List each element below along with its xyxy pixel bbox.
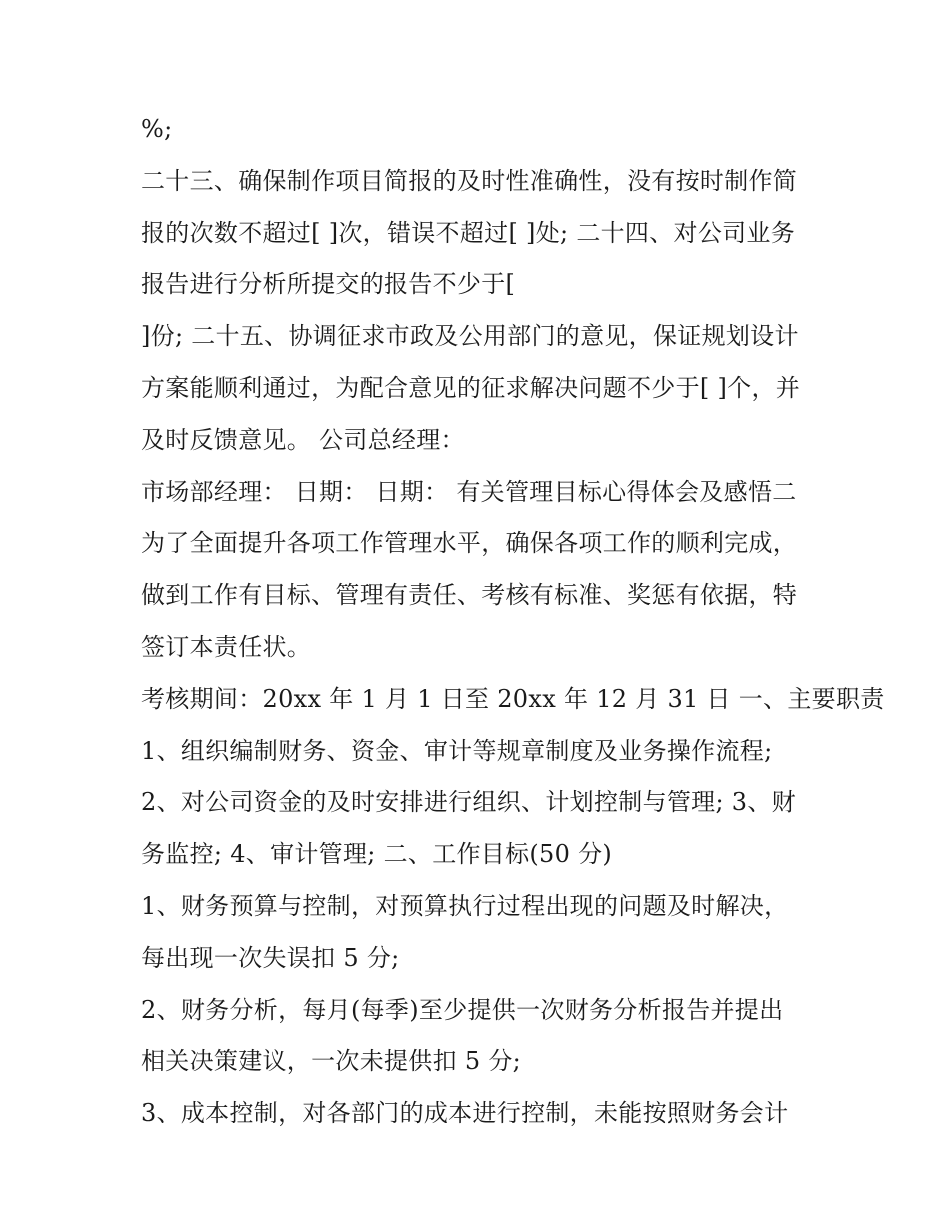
text-line: ]份; 二十五、协调征求市政及公用部门的意见，保证规划设计 [141,322,799,351]
text-line: 考核期间：20xx 年 1 月 1 日至 20xx 年 12 月 31 日 一、主要职责 [141,684,885,713]
text-line: 务监控; 4、审计管理; 二、工作目标(50 分) [141,840,613,869]
text-line: %; [141,115,173,143]
text-line: 3、成本控制，对各部门的成本进行控制，未能按照财务会计 [141,1099,789,1128]
text-line: 做到工作有目标、管理有责任、考核有标准、奖惩有依据，特 [141,581,798,610]
document-body [141,104,885,1140]
text-line: 2、对公司资金的及时安排进行组织、计划控制与管理; 3、财 [141,788,796,817]
text-line: 方案能顺利通过，为配合意见的征求解决问题不少于[ ]个，并 [141,373,801,402]
text-line: 2、财务分析，每月(每季)至少提供一次财务分析报告并提出 [141,995,784,1024]
text-line: 二十三、确保制作项目简报的及时性准确性，没有按时制作简 [141,166,798,195]
text-line: 为了全面提升各项工作管理水平，确保各项工作的顺利完成， [141,529,798,558]
text-line: 相关决策建议，一次未提供扣 5 分; [141,1047,522,1076]
text-line: 每出现一次失误扣 5 分; [141,943,400,972]
text-line: 报告进行分析所提交的报告不少于[ [141,270,516,299]
text-line: 1、组织编制财务、资金、审计等规章制度及业务操作流程; [141,736,773,765]
text-line: 1、财务预算与控制，对预算执行过程出现的问题及时解决， [141,891,789,920]
text-line: 签订本责任状。 [141,632,312,661]
text-line: 市场部经理： 日期： 日期： 有关管理目标心得体会及感悟二 [141,477,797,506]
text-line: 及时反馈意见。 公司总经理： [141,425,465,454]
text-line: 报的次数不超过[ ]次，错误不超过[ ]处; 二十四、对公司业务 [141,218,796,247]
